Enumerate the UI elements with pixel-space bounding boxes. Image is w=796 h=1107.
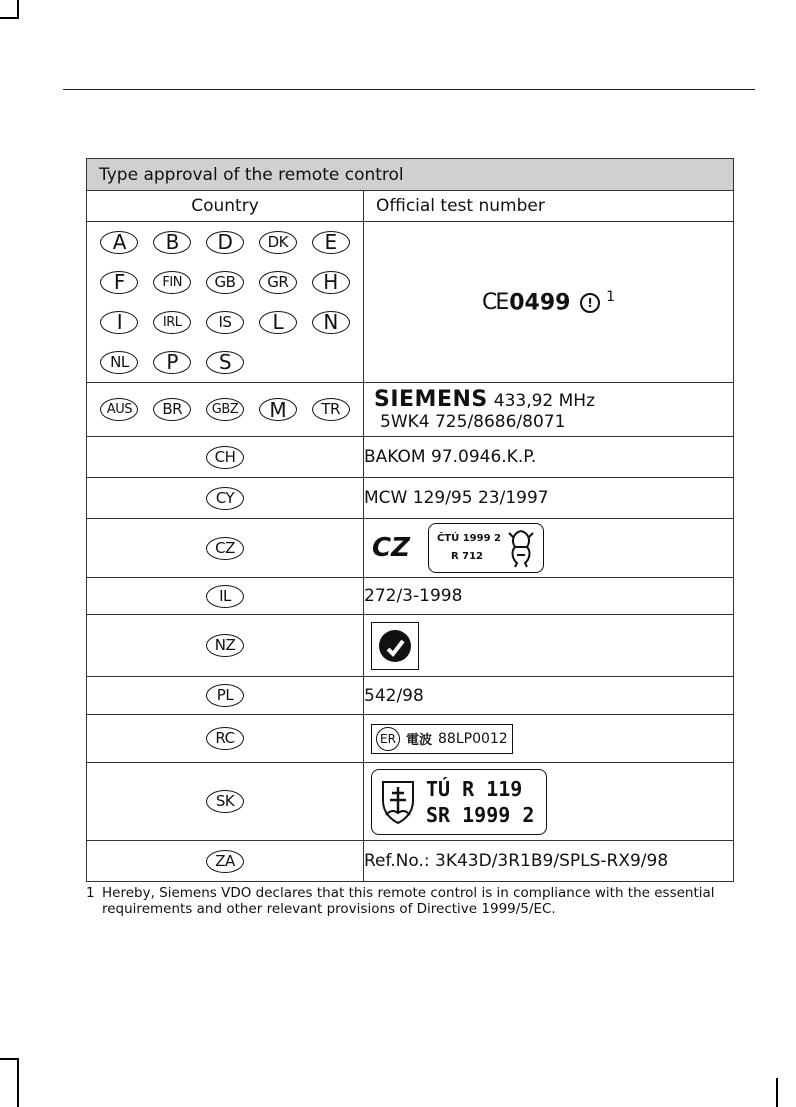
header-rule xyxy=(63,89,755,90)
type-approval-table xyxy=(86,158,734,882)
country-badge: IL xyxy=(206,585,244,608)
crop-mark xyxy=(0,17,19,19)
country-badge: AUS xyxy=(100,398,138,421)
test-number: Ref.No.: 3K43D/3R1B9/SPLS-RX9/98 xyxy=(364,841,734,882)
ctu-line-2: R 712 xyxy=(450,551,483,562)
country-badge: GBZ xyxy=(206,398,244,421)
notified-body-number: 0499 xyxy=(509,290,571,316)
rc-approval-label xyxy=(371,724,513,754)
country-badge: FIN xyxy=(153,271,191,294)
country-badge: CZ xyxy=(206,537,244,560)
country-badge: BR xyxy=(153,398,191,421)
sk-approval-cell xyxy=(364,763,734,841)
lion-emblem-icon xyxy=(503,527,539,569)
country-cell xyxy=(87,615,364,677)
sk-line-2: SR 1999 2 xyxy=(426,802,535,827)
country-cell xyxy=(87,715,364,763)
eu-country-cell xyxy=(87,222,364,383)
country-badge: CH xyxy=(206,446,244,469)
slovak-shield-icon xyxy=(380,779,416,825)
siemens-brand: SIEMENS xyxy=(374,387,488,412)
c-tick-icon xyxy=(376,627,414,665)
alert-icon: ! xyxy=(580,293,600,313)
country-badge: E xyxy=(312,231,350,254)
cz-approval-logo: CZ xyxy=(372,533,410,563)
ctu-line-1: ČTÚ 1999 2 xyxy=(436,533,501,544)
country-badge: B xyxy=(153,231,191,254)
crop-mark xyxy=(776,1078,778,1107)
country-badge: P xyxy=(153,351,191,374)
intl-country-cell xyxy=(87,383,364,437)
column-header-country: Country xyxy=(87,191,364,222)
ce-logo: CE xyxy=(481,290,508,316)
rc-approval-cell xyxy=(364,715,734,763)
country-badge: GB xyxy=(206,271,244,294)
country-cell xyxy=(87,841,364,882)
country-cell xyxy=(87,677,364,715)
ctu-stamp xyxy=(428,523,544,573)
test-number: 272/3-1998 xyxy=(364,578,734,615)
ce-mark xyxy=(364,289,733,315)
country-cell xyxy=(87,578,364,615)
country-badge: PL xyxy=(206,684,244,707)
country-cell xyxy=(87,519,364,578)
country-badge: TR xyxy=(312,398,350,421)
column-header-test-number: Official test number xyxy=(364,191,734,222)
country-badge: A xyxy=(100,231,138,254)
rc-chinese-text: 電波 xyxy=(406,733,433,748)
country-cell xyxy=(87,763,364,841)
test-number: 542/98 xyxy=(364,677,734,715)
er-symbol-icon: ER xyxy=(376,727,400,751)
country-badge: IS xyxy=(206,311,244,334)
country-badge: NZ xyxy=(206,634,244,657)
eu-country-grid xyxy=(87,227,363,378)
sk-approval-stamp xyxy=(371,769,547,835)
ce-mark-cell xyxy=(364,222,734,383)
frequency: 433,92 MHz xyxy=(493,391,596,411)
c-tick-mark-icon xyxy=(371,622,419,670)
table-title: Type approval of the remote control xyxy=(87,159,734,191)
country-badge: RC xyxy=(206,727,244,750)
crop-mark xyxy=(17,1058,19,1107)
country-badge: M xyxy=(259,398,297,421)
country-badge: CY xyxy=(206,487,244,510)
siemens-cell xyxy=(364,383,734,437)
siemens-code: 5WK4 725/8686/8071 xyxy=(380,412,566,432)
footnote xyxy=(86,885,746,917)
country-badge: S xyxy=(206,351,244,374)
intl-country-grid xyxy=(87,398,363,421)
rc-code: 88LP0012 xyxy=(438,730,508,747)
sk-line-1: TÚ R 119 xyxy=(426,776,523,801)
country-badge: IRL xyxy=(153,311,191,334)
country-badge: GR xyxy=(259,271,297,294)
country-badge: SK xyxy=(206,790,244,813)
country-cell xyxy=(87,437,364,478)
nz-approval-cell xyxy=(364,615,734,677)
cz-approval-cell xyxy=(364,519,734,578)
test-number: MCW 129/95 23/1997 xyxy=(364,478,734,519)
country-badge: N xyxy=(312,311,350,334)
footnote-number: 1 xyxy=(86,885,95,901)
country-badge: I xyxy=(100,311,138,334)
test-number: BAKOM 97.0946.K.P. xyxy=(364,437,734,478)
country-badge: DK xyxy=(259,231,297,254)
footnote-ref: 1 xyxy=(606,288,616,305)
country-badge: F xyxy=(100,271,138,294)
country-badge: D xyxy=(206,231,244,254)
country-badge: NL xyxy=(100,351,138,374)
country-badge: H xyxy=(312,271,350,294)
country-badge: L xyxy=(259,311,297,334)
country-cell xyxy=(87,478,364,519)
footnote-text: Hereby, Siemens VDO declares that this remote control is in compliance with the essential requirements and other relevant provisions of Directive 1999/5/EC. xyxy=(102,885,715,917)
country-badge: ZA xyxy=(206,850,244,873)
